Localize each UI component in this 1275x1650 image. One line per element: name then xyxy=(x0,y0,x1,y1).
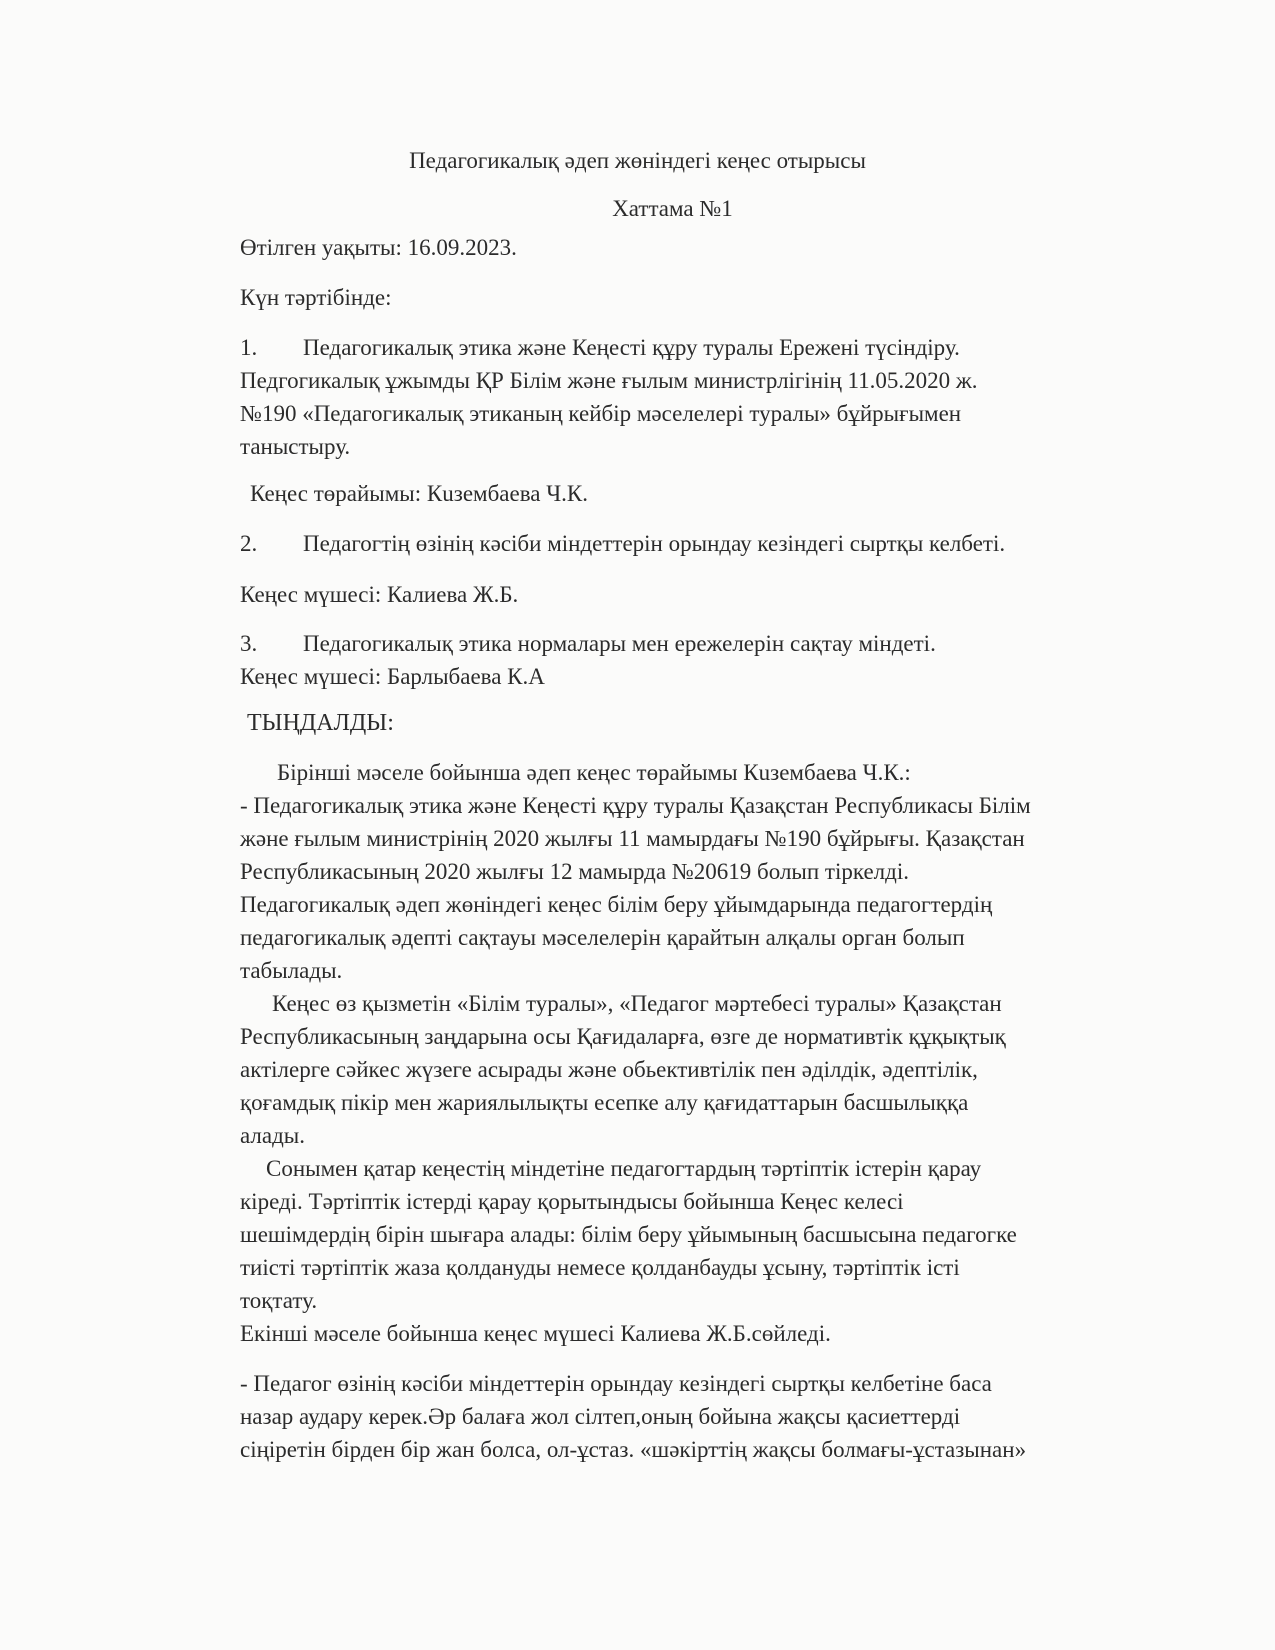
paragraph-line: алады. xyxy=(240,1123,306,1148)
paragraph-line: Республикасының заңдарына осы Қағидаларға, өзге де нормативтік құқықтық xyxy=(240,1024,1006,1049)
document-title: Педагогикалық әдеп жөніндегі кеңес отырысы xyxy=(409,148,866,173)
agenda-item-line: Педагогикалық этика нормалары мен ережелерін сақтау міндеті. xyxy=(303,631,936,656)
paragraph-line: актілерге сәйкес жүзеге асырады және обьективтілік пен әділдік, әдептілік, xyxy=(240,1057,978,1082)
agenda-label: Күн тәртібінде: xyxy=(240,285,392,310)
first-issue-intro: Бірінші мәселе бойынша әдеп кеңес төрайымы Кuзембаева Ч.К.: xyxy=(277,760,911,785)
agenda-item-1 xyxy=(240,332,960,364)
paragraph-line: кіреді. Тәртіптік істерді қарау қорытындысы бойынша Кеңес келесі xyxy=(240,1189,904,1214)
paragraph-line: тиісті тәртіптік жаза қолдануды немесе қолданбауды ұсыну, тәртіптік істі xyxy=(240,1255,960,1280)
agenda-item-speaker: Кеңес мүшесі: Барлыбаева К.А xyxy=(240,664,545,689)
paragraph-line: Педагогикалық әдеп жөніндегі кеңес білім беру ұйымдарында педагогтердің xyxy=(240,892,993,917)
agenda-item-number: 3. xyxy=(240,631,258,656)
agenda-item-2 xyxy=(240,528,1005,560)
meeting-date: Өтілген уақыты: 16.09.2023. xyxy=(240,235,517,260)
agenda-item-speaker: Кеңес төрайымы: Кuзембаева Ч.К. xyxy=(250,481,589,506)
paragraph-line: Сонымен қатар кеңестің міндетіне педагогтардың тәртіптік істерін қарау xyxy=(266,1156,982,1181)
paragraph-line: Республикасының 2020 жылғы 12 мамырда №20619 болып тіркелді. xyxy=(240,859,909,884)
agenda-item-line: таныстыру. xyxy=(240,434,351,459)
paragraph-line: табылады. xyxy=(240,958,343,983)
paragraph-line: шешімдердің бірін шығара алады: білім беру ұйымының басшысына педагогке xyxy=(240,1222,1017,1247)
paragraph-line: қоғамдық пікір мен жариялылықты есепке алу қағидаттарын басшылыққа xyxy=(240,1090,969,1115)
agenda-item-line: Педагогикалық этика және Кеңесті құру туралы Ережені түсіндіру. xyxy=(303,335,960,360)
agenda-item-line: №190 «Педагогикалық этиканың кейбір мәселелері туралы» бұйрығымен xyxy=(240,401,962,426)
paragraph-line: - Педагог өзінің кәсіби міндеттерін орындау кезіндегі сыртқы келбетіне баса xyxy=(240,1371,992,1396)
agenda-item-number: 2. xyxy=(240,531,258,556)
paragraph-line: және ғылым министрінің 2020 жылғы 11 мамырдағы №190 бұйрығы. Қазақстан xyxy=(240,826,1025,851)
paragraph-line: педагогикалық әдепті сақтауы мәселелерін қарайтын алқалы орган болып xyxy=(240,925,965,950)
agenda-item-line: Педагогтің өзінің кәсіби міндеттерін орындау кезіндегі сыртқы келбеті. xyxy=(303,531,1006,556)
paragraph-line: сіңіретін бірден бір жан болса, ол-ұстаз. «шәкірттің жақсы болмағы-ұстазынан» xyxy=(240,1437,1027,1462)
paragraph-line: назар аудару керек.Әр балаға жол сілтеп,оның бойына жақсы қасиеттерді xyxy=(240,1404,961,1429)
agenda-item-number: 1. xyxy=(240,335,258,360)
heard-heading: ТЫҢДАЛДЫ: xyxy=(247,710,394,736)
protocol-number: Хаттама №1 xyxy=(612,196,733,221)
paragraph-line: Кеңес өз қызметін «Білім туралы», «Педагог мәртебесі туралы» Қазақстан xyxy=(272,991,1002,1016)
agenda-item-speaker: Кеңес мүшесі: Калиева Ж.Б. xyxy=(240,582,519,607)
paragraph-line: - Педагогикалық этика және Кеңесті құру туралы Қазақстан Республикасы Білім xyxy=(240,793,1031,818)
agenda-item-3 xyxy=(240,628,936,660)
paragraph-line: тоқтату. xyxy=(240,1288,318,1313)
agenda-item-line: Педгогикалық ұжымды ҚР Білім және ғылым министрлігінің 11.05.2020 ж. xyxy=(240,368,978,393)
second-issue-intro: Екінші мәселе бойынша кеңес мүшесі Калиева Ж.Б.сөйледі. xyxy=(240,1321,831,1346)
